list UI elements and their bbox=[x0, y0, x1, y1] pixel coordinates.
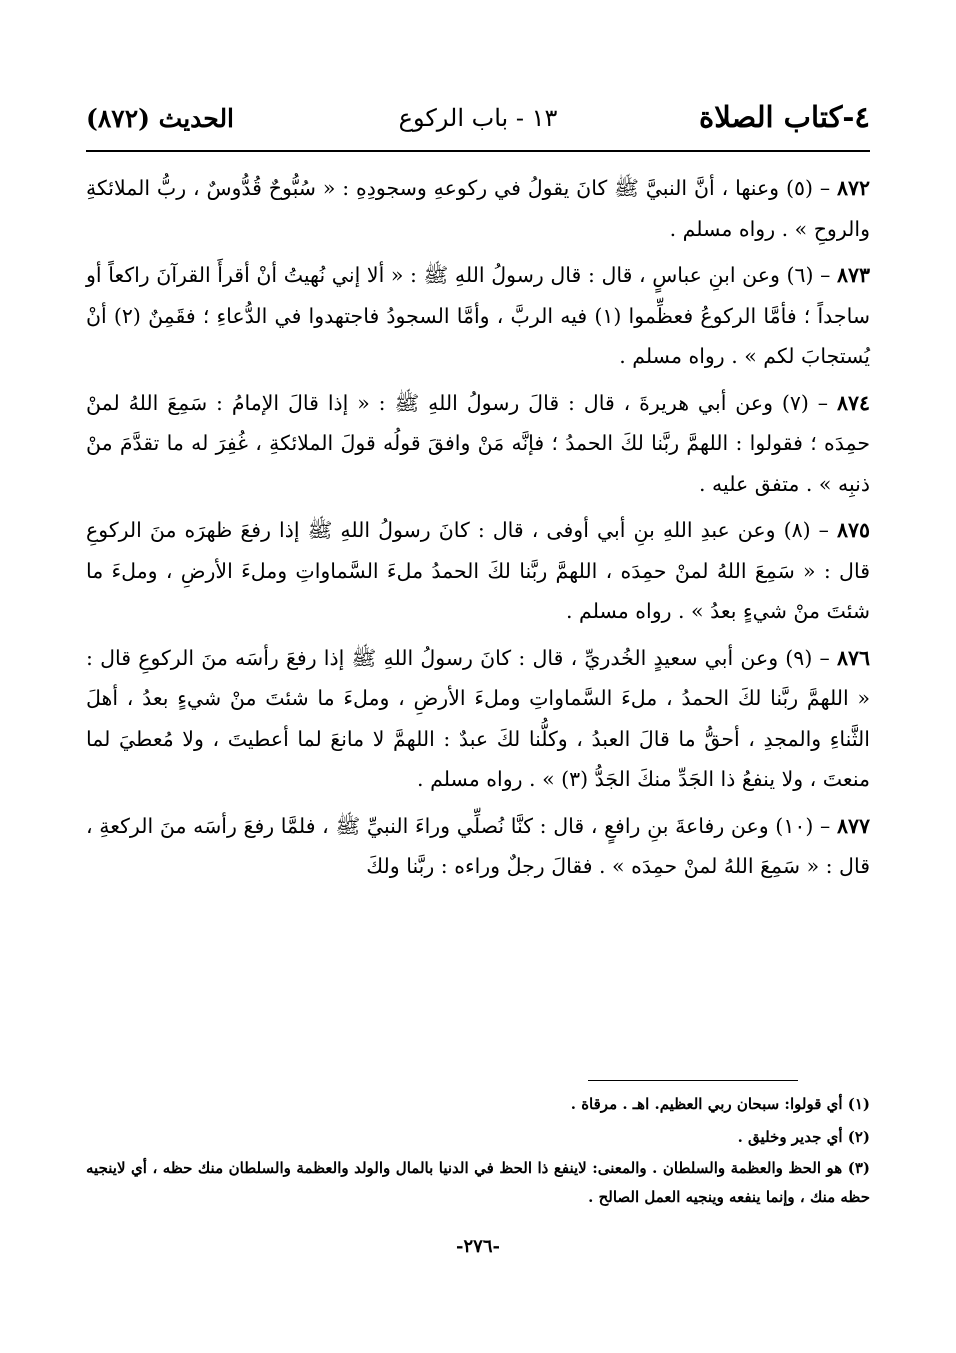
footnote: (١) أي قولوا: سبحان ربي العظيم. اهـ . مرقاة . bbox=[570, 1095, 870, 1113]
hadith-paragraph bbox=[86, 510, 870, 632]
hadith-text: – (٨) وعن عبدِ اللهِ بنِ أبي أوفى ، قال : كانَ رسولُ اللهِ ﷺ إذا رفعَ ظهرَه منَ الركوعِ قال : « سَمِعَ اللهُ لمنْ حمِدَه ، اللهمَّ ربَّنا لكَ الحمدُ ملءَ السَّماواتِ وملءَ الأرضِ ، وملءَ ما شئتَ منْ شيءٍ بعدُ » . رواه مسلم . bbox=[86, 518, 870, 623]
footnote-divider bbox=[588, 1080, 798, 1081]
header-book-title: ٤-كتاب الصلاة bbox=[699, 100, 870, 134]
footnote: (٢) أي جدير وخليق . bbox=[737, 1128, 870, 1146]
header-divider bbox=[86, 150, 870, 152]
hadith-text: – (٥) وعنها ، أنَّ النبيَّ ﷺ كانَ يقولُ في ركوعهِ وسجودِهِ : « سُبُّوحٌ قُدُّوسٌ ، ربُّ الملائكةِ والروحِ » . رواه مسلم . bbox=[86, 176, 870, 241]
header-chapter-title: ١٣ - باب الركوع bbox=[398, 104, 558, 132]
hadith-paragraph bbox=[86, 383, 870, 505]
header-hadith-ref: الحديث (٨٧٢) bbox=[86, 104, 235, 133]
hadith-number: ٨٧٢ bbox=[836, 176, 871, 200]
hadith-number: ٨٧٤ bbox=[836, 390, 870, 415]
hadith-paragraph bbox=[86, 638, 870, 800]
hadith-paragraph bbox=[86, 255, 870, 377]
hadith-number: ٨٧٦ bbox=[836, 645, 871, 670]
hadith-number: ٨٧٣ bbox=[836, 263, 870, 287]
hadith-number: ٨٧٥ bbox=[836, 518, 870, 542]
main-text bbox=[86, 168, 870, 893]
footnote: (٣) هو الحظ والعظمة والسلطان . والمعنى: لاينفع ذا الحظ في الدنيا بالمال والولد والعظمة والسلطان منك حظه ، أي لاينجيه حظه منك ، وإنما ينفعه وينجيه العمل الصالح . bbox=[86, 1159, 870, 1206]
hadith-text: – (٩) وعن أبي سعيدٍ الخُدريِّ ، قال : كانَ رسولُ اللهِ ﷺ إذا رفعَ رأسَه منَ الركوعِ قال : « اللهمَّ ربَّنا لكَ الحمدُ ، ملءَ السَّماواتِ وملءَ الأرضِ ، وملءَ ما شئتَ منْ شيءٍ بعدُ ، أهلَ الثَّناءِ والمجدِ ، أحقُّ ما قالَ العبدُ ، وكلُّنا لكَ عبدٌ : اللهمَّ لا مانعَ لما أعطيتَ ، ولا مُعطيَ لما منعتَ ، ولا ينفعُ ذا الجَدِّ منكَ الجَدُّ (٣) » . رواه مسلم . bbox=[86, 645, 870, 791]
hadith-paragraph bbox=[86, 168, 870, 249]
page-number: -٢٧٦- bbox=[456, 1236, 500, 1257]
hadith-number: ٨٧٧ bbox=[836, 813, 870, 838]
footnotes bbox=[86, 1088, 870, 1212]
running-header bbox=[86, 98, 870, 148]
hadith-text: – (١٠) وعن رفاعةَ بنِ رافعٍ ، قال : كنَّا نُصلِّي وراءَ النبيِّ ﷺ ، فلمَّا رفعَ رأسَه منَ الركعةِ ، قال : « سَمِعَ اللهُ لمنْ حمِدَه » . فقالَ رجلٌ وراءه : ربَّنا ولكَ bbox=[86, 813, 870, 878]
hadith-text: – (٦) وعن ابنِ عباسٍ ، قال : قال رسولُ اللهِ ﷺ : « ألا إني نُهيتُ أنْ أقرأَ القرآنَ راكعاً أو ساجداً ؛ فأمَّا الركوعُ فعظِّموا (١) فيه الربَّ ، وأمَّا السجودُ فاجتهدوا في الدُّعاءِ ؛ فقَمِنٌ (٢) أنْ يُستجابَ لكم » . رواه مسلم . bbox=[86, 263, 870, 368]
hadith-paragraph bbox=[86, 806, 870, 887]
hadith-text: – (٧) وعن أبي هريرةَ ، قال : قالَ رسولُ اللهِ ﷺ : « إذا قالَ الإمامُ : سَمِعَ اللهُ لمنْ حمِدَه ؛ فقولوا : اللهمَّ ربَّنا لكَ الحمدُ ؛ فإنَّه مَنْ وافقَ قولُه قولَ الملائكةِ ، غُفِرَ له ما تقدَّمَ منْ ذنبِه » . متفق عليه . bbox=[86, 390, 870, 496]
